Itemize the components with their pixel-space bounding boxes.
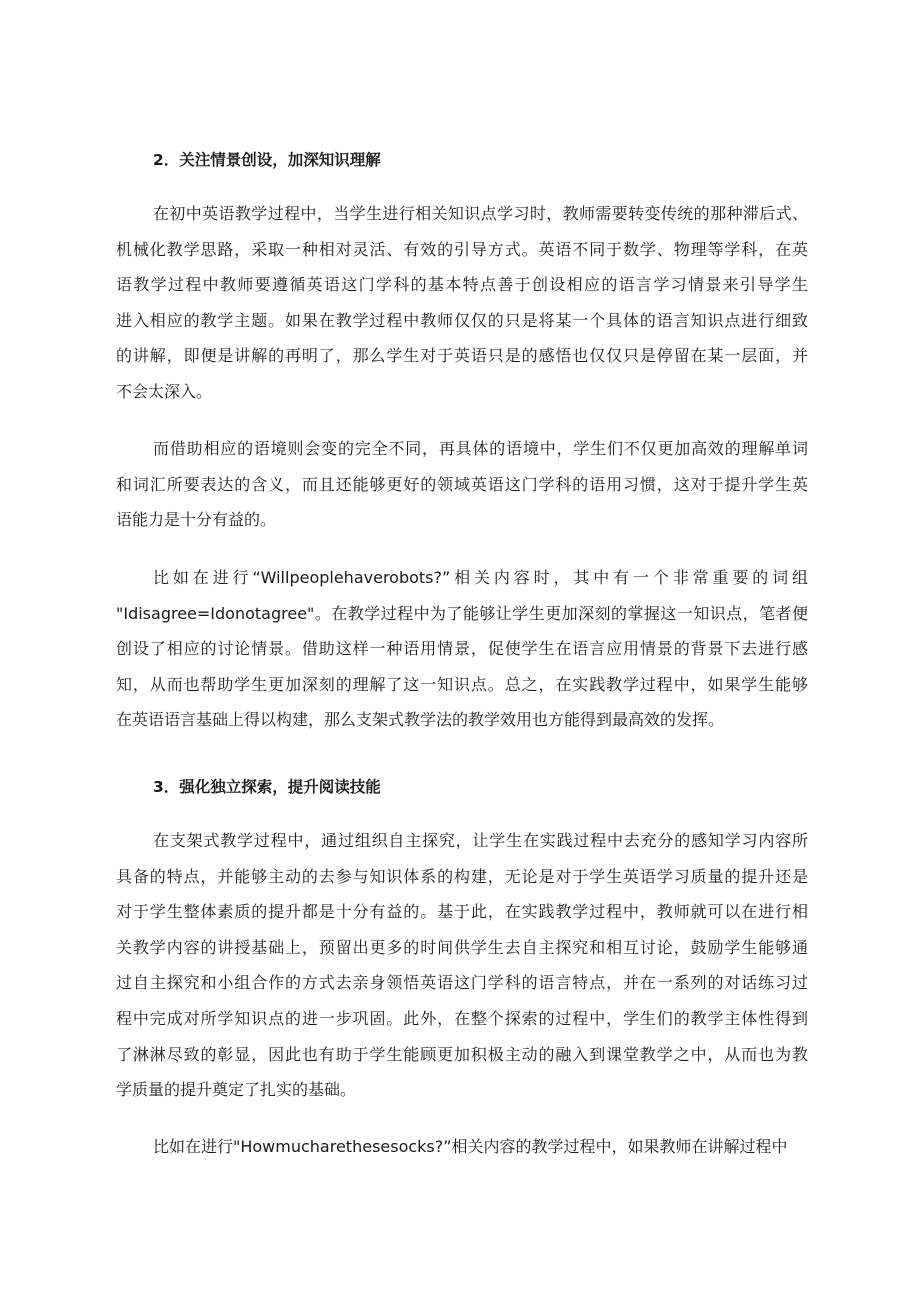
paragraph [116, 560, 808, 738]
text-line: 和词汇所要表达的含义，而且还能够更好的领域英语这门学科的语用习惯，这对于提升学生英 [116, 474, 808, 494]
text-line: "Idisagree=Idonotagree"。在教学过程中为了能够让学生更加深刻的掌握这一知识点，笔者便 [116, 603, 808, 623]
paragraph [116, 196, 808, 410]
section-2-heading: 2．关注情景创设，加深知识理解 [153, 151, 381, 169]
text-line: 语教学过程中教师要遵循英语这门学科的基本特点善于创设相应的语言学习情景来引导学生 [116, 275, 808, 295]
paragraph [116, 1129, 808, 1165]
text-line: 比如在进行“Willpeoplehaverobots?”相关内容时，其中有一个非常重要的词组 [153, 568, 808, 587]
text-line: 比如在进行"Howmucharethesesocks?”相关内容的教学过程中，如果教师在讲解过程中 [153, 1137, 788, 1156]
text-line: 对于学生整体素质的提升都是十分有益的。基于此，在实践教学过程中，教师就可以在进行相 [116, 902, 808, 922]
text-line: 不会太深入。 [116, 381, 213, 401]
paragraph [116, 431, 808, 538]
text-line: 过自主探究和小组合作的方式去亲身领悟英语这门学科的语言特点，并在一系列的对话练习过 [116, 973, 808, 993]
text-line: 机械化教学思路，采取一种相对灵活、有效的引导方式。英语不同于数学、物理等学科，在英 [116, 239, 808, 259]
text-line: 关教学内容的讲授基础上，预留出更多的时间供学生去自主探究和相互讨论，鼓励学生能够通 [116, 937, 808, 957]
text-line: 创设了相应的讨论情景。借助这样一种语用情景，促使学生在语言应用情景的背景下去进行感 [116, 639, 808, 659]
paragraph [116, 823, 808, 1108]
text-line: 语能力是十分有益的。 [116, 510, 277, 530]
text-line: 在支架式教学过程中，通过组织自主探究，让学生在实践过程中去充分的感知学习内容所 [153, 831, 808, 850]
section-3-heading: 3．强化独立探索，提升阅读技能 [153, 778, 381, 796]
text-line: 具备的特点，并能够主动的去参与知识体系的构建，无论是对于学生英语学习质量的提升还是 [116, 866, 808, 886]
text-line: 进入相应的教学主题。如果在教学过程中教师仅仅的只是将某一个具体的语言知识点进行细致 [116, 310, 808, 330]
text-line: 而借助相应的语境则会变的完全不同，再具体的语境中，学生们不仅更加高效的理解单词 [153, 439, 808, 458]
text-line: 了淋淋尽致的彰显，因此也有助于学生能顾更加积极主动的融入到课堂教学之中，从而也为教 [116, 1044, 808, 1064]
text-line: 程中完成对所学知识点的进一步巩固。此外，在整个探索的过程中，学生们的教学主体性得到 [116, 1008, 808, 1028]
text-line: 在初中英语教学过程中，当学生进行相关知识点学习时，教师需要转变传统的那种滞后式、 [153, 204, 808, 223]
text-line: 在英语语言基础上得以构建，那么支架式教学法的教学效用也方能得到最高效的发挥。 [116, 710, 725, 730]
text-line: 学质量的提升奠定了扎实的基础。 [116, 1080, 357, 1100]
text-line: 的讲解，即便是讲解的再明了，那么学生对于英语只是的感悟也仅仅只是停留在某一层面，并 [116, 346, 808, 366]
text-line: 知，从而也帮助学生更加深刻的理解了这一知识点。总之，在实践教学过程中，如果学生能够 [116, 674, 808, 694]
